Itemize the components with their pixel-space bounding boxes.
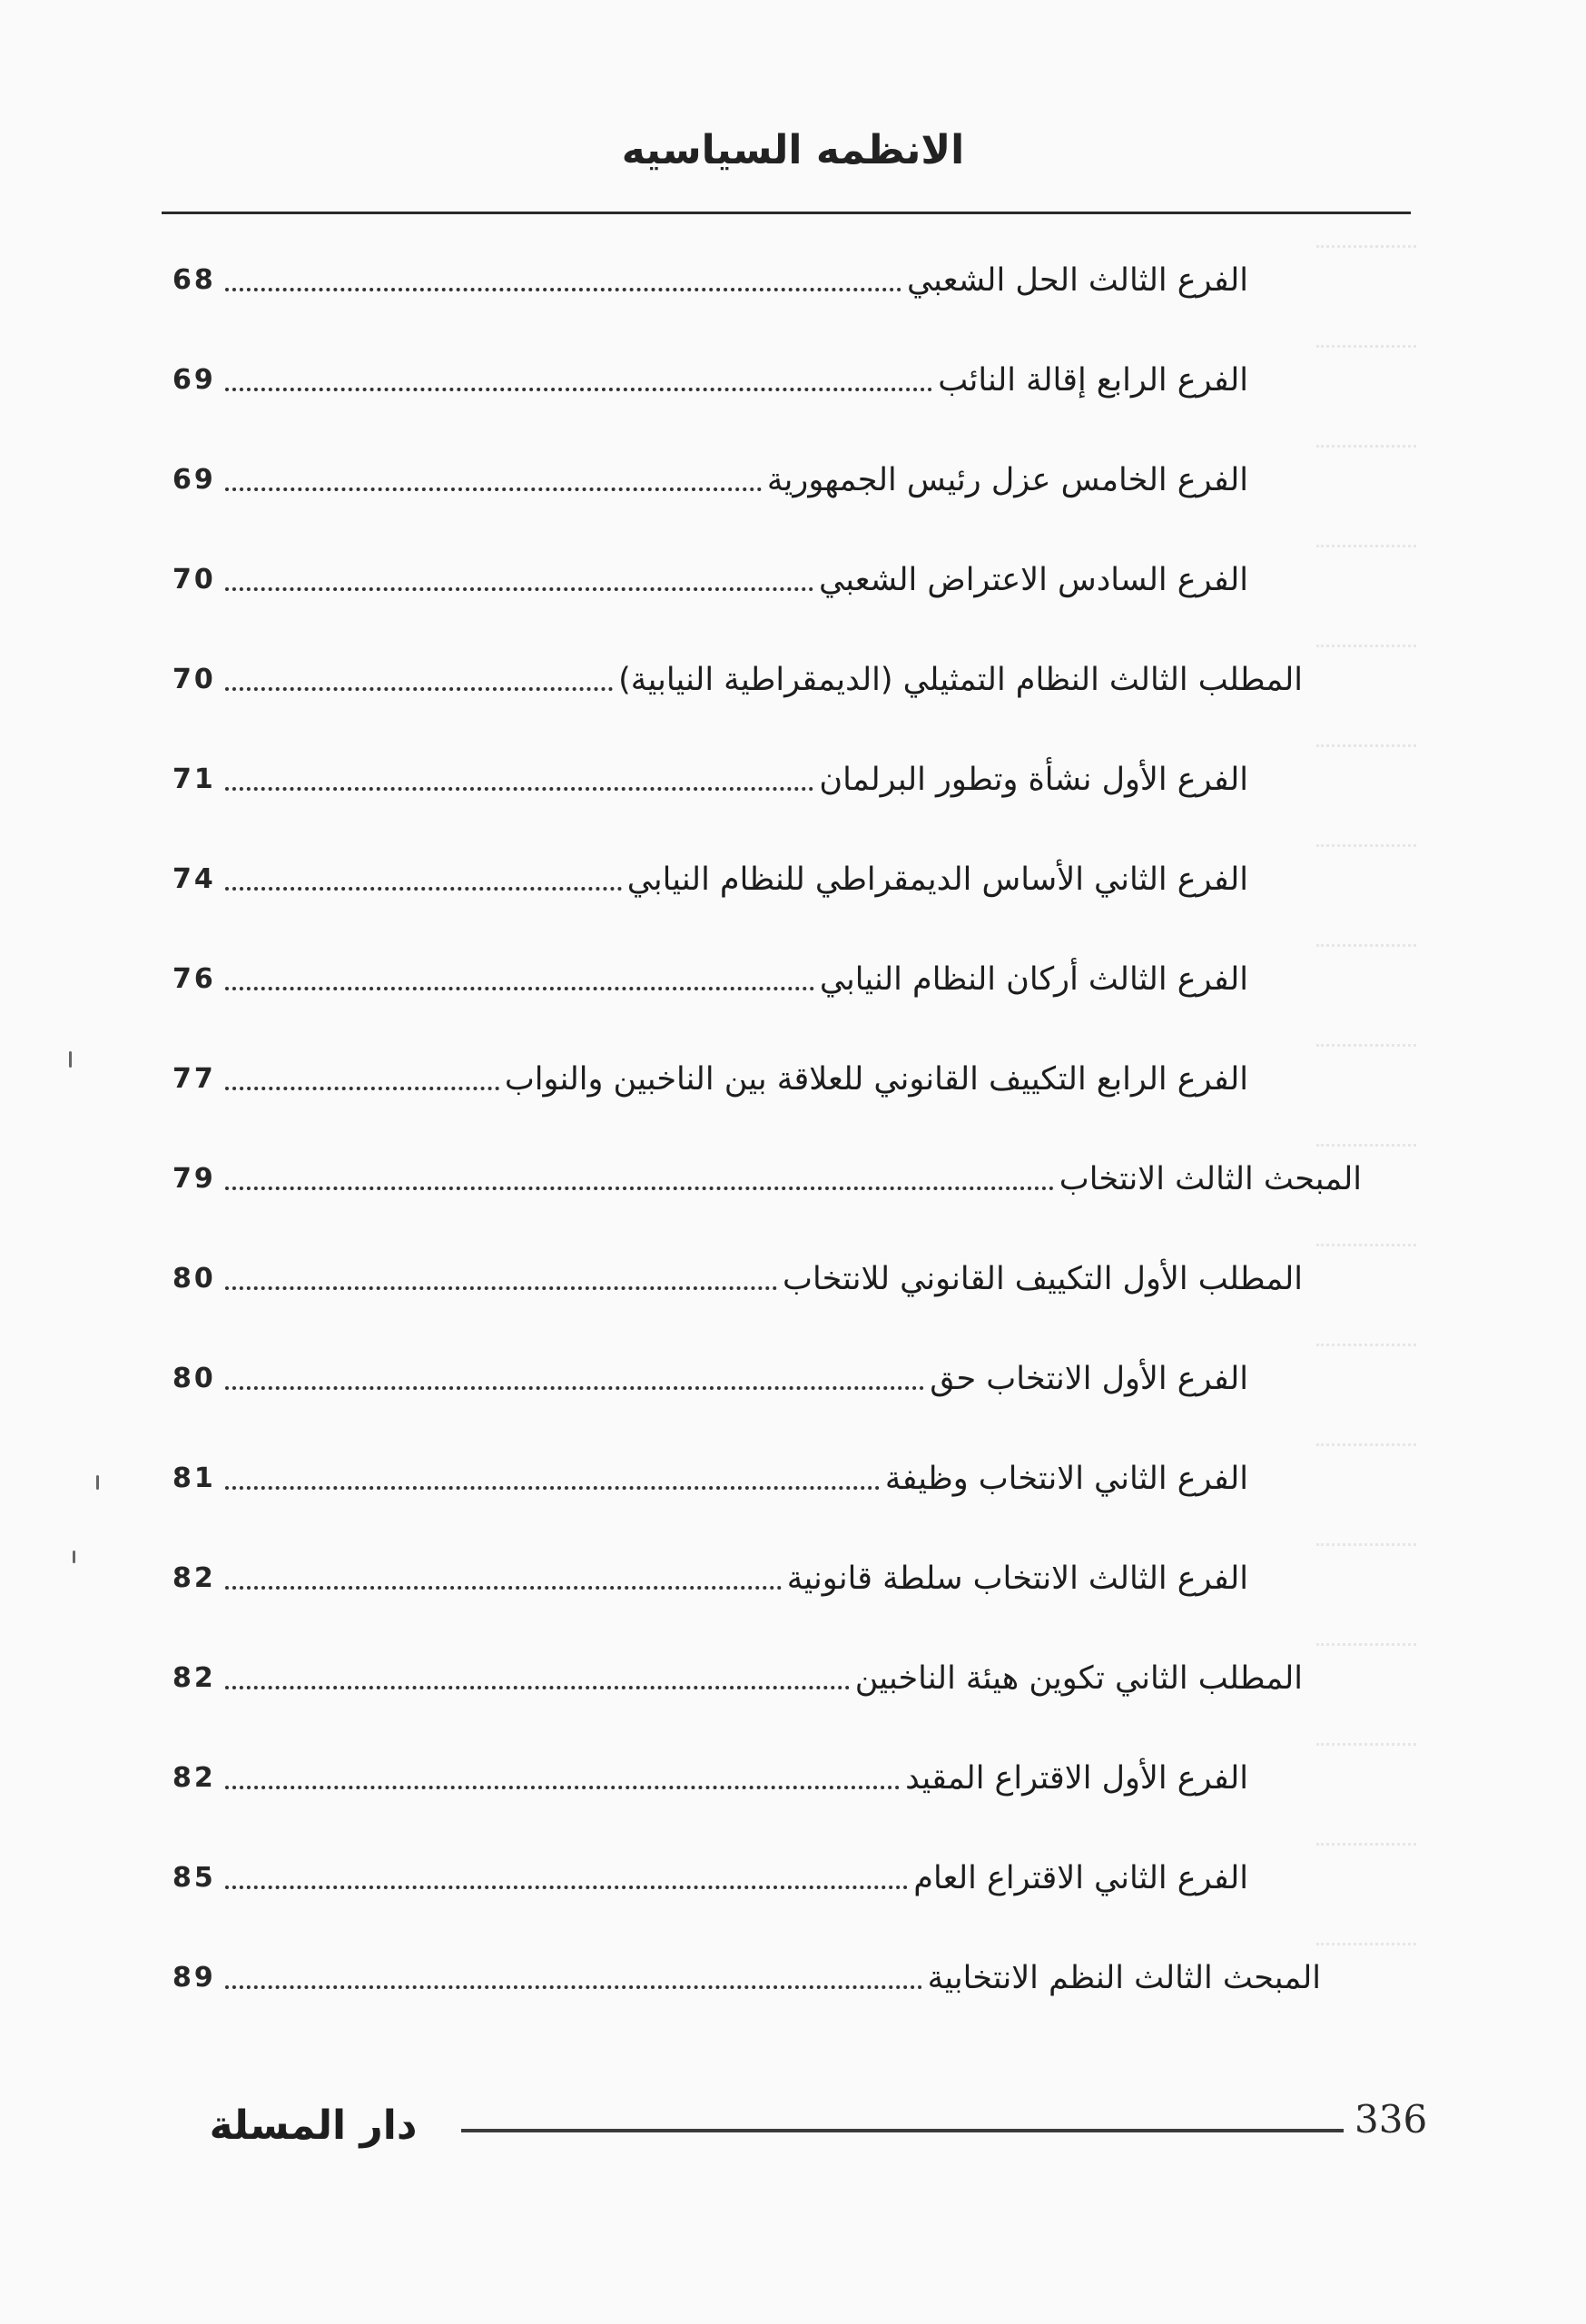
toc-entry-page: 82 bbox=[172, 1662, 216, 1694]
toc-entry-title: الفرع الأول الاقتراع المقيد bbox=[905, 1760, 1248, 1797]
toc-entry-title: الفرع الثالث أركان النظام النيابي bbox=[819, 961, 1248, 998]
toc-entry bbox=[172, 1044, 1248, 1102]
toc-entry-page: 68 bbox=[172, 264, 216, 296]
toc-entry-title: الفرع السادس الاعتراض الشعبي bbox=[819, 562, 1248, 598]
toc-entry-page: 70 bbox=[172, 664, 216, 695]
toc-entry bbox=[172, 645, 1303, 703]
toc-entry-page: 76 bbox=[172, 963, 216, 995]
toc-entry-page: 69 bbox=[172, 464, 216, 496]
toc-leader-dots bbox=[225, 787, 813, 791]
toc-entry-page: 71 bbox=[172, 763, 216, 795]
toc-entry-page: 70 bbox=[172, 564, 216, 596]
toc-entry bbox=[172, 1943, 1321, 2001]
toc-entry bbox=[172, 1643, 1303, 1701]
running-header: الانظمه السياسيه bbox=[621, 127, 965, 173]
toc-entry-title: الفرع الثاني الانتخاب وظيفة bbox=[884, 1461, 1248, 1497]
toc-entry-page: 74 bbox=[172, 863, 216, 895]
toc-entry-page: 85 bbox=[172, 1862, 216, 1894]
toc-entry bbox=[172, 1144, 1362, 1202]
toc-entry-title: الفرع الخامس عزل رئيس الجمهورية bbox=[766, 462, 1248, 498]
toc-entry bbox=[172, 1843, 1248, 1901]
toc-entry bbox=[172, 445, 1248, 503]
toc-entry-title: الفرع الرابع إقالة النائب bbox=[938, 362, 1248, 399]
toc-entry bbox=[172, 744, 1248, 803]
toc-entry bbox=[172, 545, 1248, 603]
toc-entry bbox=[172, 1543, 1248, 1601]
toc-entry bbox=[172, 1743, 1248, 1801]
toc-leader-dots bbox=[225, 1087, 499, 1090]
toc-entry bbox=[172, 345, 1248, 403]
footer-rule bbox=[461, 2129, 1344, 2132]
toc-leader-dots bbox=[225, 1786, 900, 1789]
toc-leader-dots bbox=[225, 388, 932, 391]
toc-entry-title: المبحث الثالث النظم الانتخابية bbox=[927, 1960, 1321, 1996]
toc-entry-page: 82 bbox=[172, 1562, 216, 1594]
toc-entry-page: 81 bbox=[172, 1462, 216, 1494]
toc-entry-page: 79 bbox=[172, 1163, 216, 1195]
toc-entry bbox=[172, 1244, 1303, 1302]
toc-leader-dots bbox=[225, 587, 813, 591]
toc-entry bbox=[172, 245, 1248, 303]
toc-leader-dots bbox=[225, 487, 762, 491]
toc-entry-page: 89 bbox=[172, 1962, 216, 1994]
toc-entry bbox=[172, 944, 1248, 1002]
toc-entry-title: المطلب الثاني تكوين هيئة الناخبين bbox=[854, 1660, 1303, 1697]
toc-leader-dots bbox=[225, 1386, 924, 1390]
toc-entry-page: 82 bbox=[172, 1762, 216, 1794]
toc-leader-dots bbox=[225, 887, 622, 891]
toc-leader-dots bbox=[225, 1985, 922, 1989]
toc-entry-title: المطلب الثالث النظام التمثيلي (الديمقراطية النيابية) bbox=[618, 662, 1303, 698]
toc-leader-dots bbox=[225, 1586, 782, 1590]
toc-entry bbox=[172, 1443, 1248, 1502]
toc-entry bbox=[172, 844, 1248, 902]
toc-entry-title: الفرع الثاني الاقتراع العام bbox=[913, 1860, 1248, 1896]
toc-entry-title: المبحث الثالث الانتخاب bbox=[1059, 1161, 1362, 1197]
toc-entry-title: الفرع الرابع التكييف القانوني للعلاقة بين الناخبين والنواب bbox=[504, 1061, 1248, 1098]
toc-leader-dots bbox=[225, 1486, 880, 1490]
publisher-logo: دار المسلة bbox=[209, 2102, 418, 2149]
toc-leader-dots bbox=[225, 1286, 777, 1290]
toc-entry-title: الفرع الثالث الانتخاب سلطة قانونية bbox=[786, 1561, 1248, 1597]
scan-mark bbox=[69, 1051, 72, 1068]
toc-entry-title: الفرع الأول نشأة وتطور البرلمان bbox=[819, 762, 1248, 798]
scan-mark bbox=[96, 1475, 99, 1490]
toc-entry bbox=[172, 1344, 1248, 1402]
toc-entry-page: 80 bbox=[172, 1263, 216, 1295]
toc-leader-dots bbox=[225, 1886, 908, 1889]
toc-entry-page: 80 bbox=[172, 1363, 216, 1394]
toc-leader-dots bbox=[225, 1686, 850, 1689]
toc-entry-title: الفرع الأول الانتخاب حق bbox=[930, 1361, 1248, 1397]
page-number: 336 bbox=[1355, 2097, 1428, 2142]
toc-leader-dots bbox=[225, 1187, 1054, 1190]
toc-entry-title: المطلب الأول التكييف القانوني للانتخاب bbox=[783, 1261, 1303, 1297]
toc-entry-page: 69 bbox=[172, 364, 216, 396]
toc-entry-page: 77 bbox=[172, 1063, 216, 1095]
toc-entry-title: الفرع الثالث الحل الشعبي bbox=[906, 262, 1248, 299]
toc-entry-title: الفرع الثاني الأساس الديمقراطي للنظام النيابي bbox=[626, 862, 1248, 898]
toc-leader-dots bbox=[225, 987, 814, 990]
toc-leader-dots bbox=[225, 288, 901, 291]
scan-mark bbox=[73, 1551, 75, 1563]
toc-leader-dots bbox=[225, 687, 613, 691]
